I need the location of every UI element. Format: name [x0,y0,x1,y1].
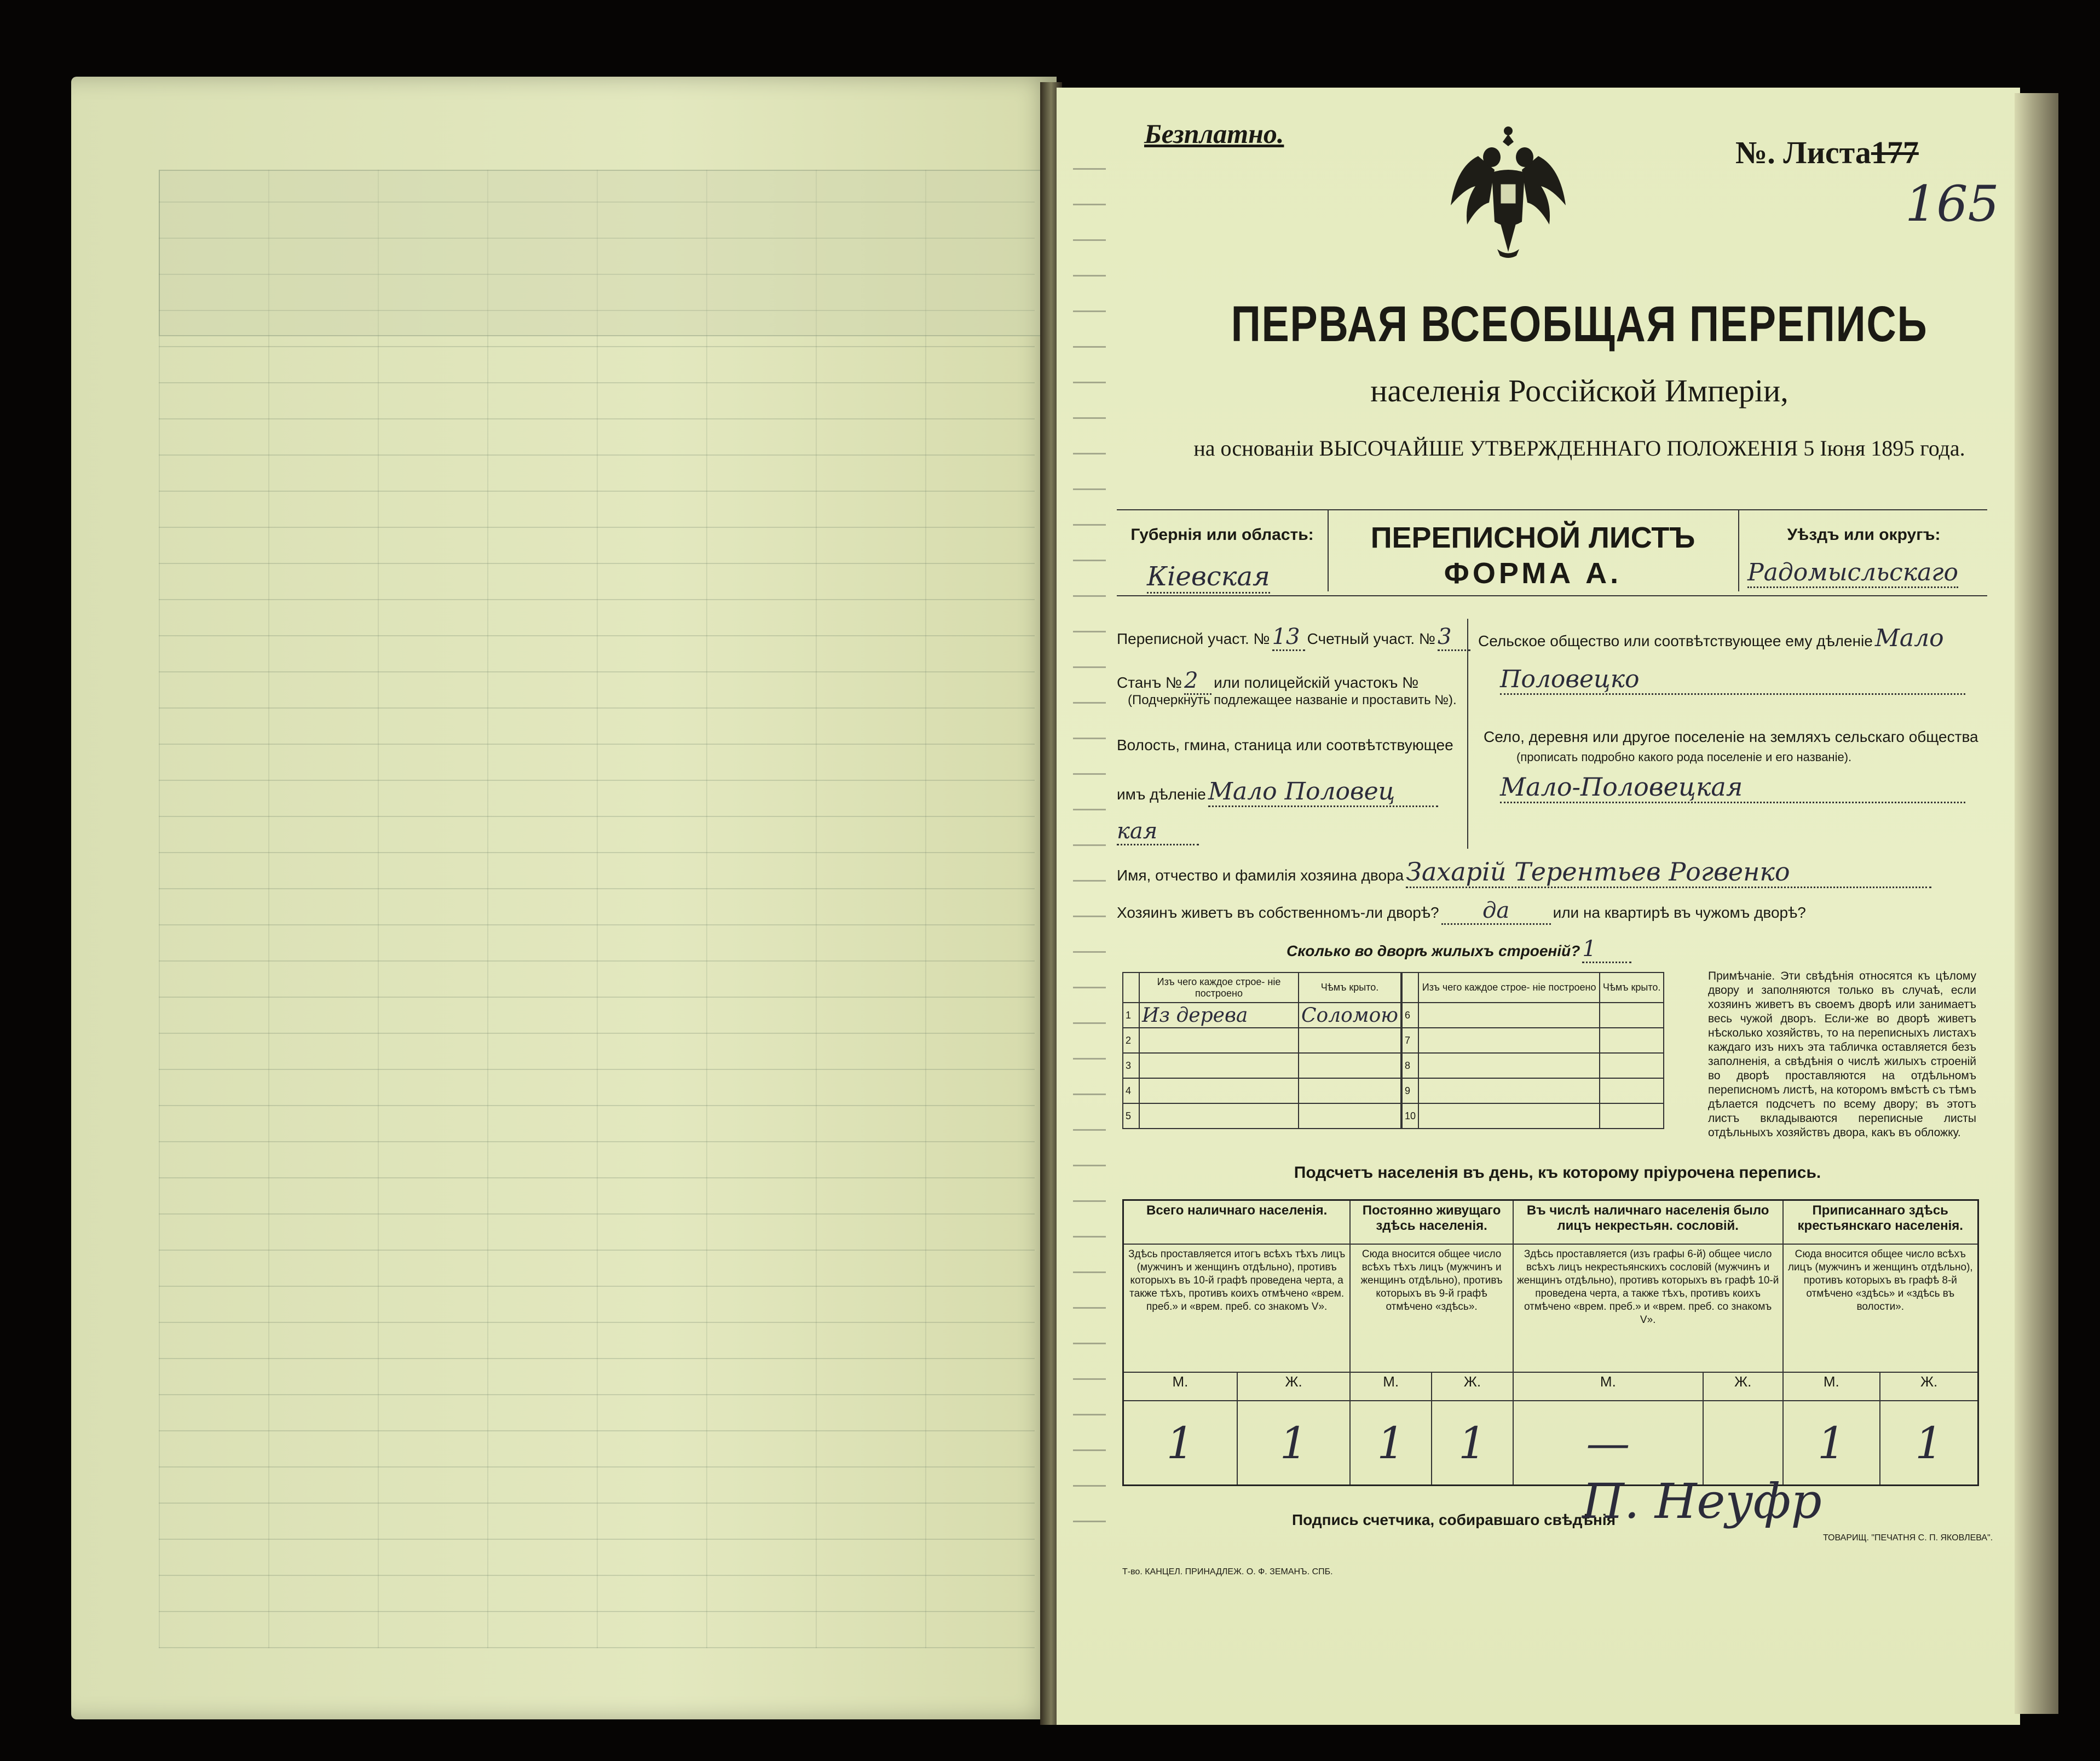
building-material: Из дерева [1139,1003,1299,1028]
owner-row [1117,857,1931,888]
police-label: или полицейскій участокъ № [1214,674,1419,691]
lives-suffix: или на квартирѣ въ чужомъ дворѣ? [1553,904,1806,921]
registered-female-count: 1 [1880,1401,1978,1486]
volost-value-row-2 [1117,819,1199,845]
lives-row [1117,898,1806,925]
society-value-1: Мало [1874,624,1944,652]
group-header-registered: Приписаннаго здѣсь крестьянскаго населенія. [1783,1200,1978,1245]
village-note: (прописать подробно какого рода поселеніе и его названіе). [1516,750,1852,764]
building-material [1418,1028,1600,1053]
page-stack-edge [2015,93,2058,1714]
male-label: М. [1123,1372,1237,1401]
stan-label: Станъ № [1117,674,1182,691]
building-row [1402,1028,1664,1053]
volost-value-2: кая [1117,819,1199,845]
census-section-row [1117,624,1470,651]
building-num: 3 [1123,1053,1139,1078]
form-title [1330,520,1735,591]
building-roof [1600,1053,1664,1078]
province-value: Кіевская [1147,561,1270,594]
group-header-permanent: Постоянно живущаго здѣсь населенія. [1350,1200,1513,1245]
sheet-number [1735,134,1919,171]
buildings-count-value: 1 [1582,936,1631,963]
owner-label: Имя, отчество и фамилія хозяина двора [1117,867,1404,884]
district-box [1738,509,1988,591]
building-roof [1600,1028,1664,1053]
owner-value: Захарій Терентьев Рогвенко [1406,857,1931,888]
building-num: 6 [1402,1003,1418,1028]
signature-label: Подпись счетчика, собиравшаго свѣдѣнія [1292,1511,1616,1528]
permanent-female-count: 1 [1432,1401,1513,1486]
village-value: Мало-Половецкая [1500,772,1965,803]
stan-row [1117,668,1418,695]
building-row [1123,1053,1401,1078]
stub-ruling [1073,153,1106,1522]
underline-note-text: (Подчеркнуть подлежащее названіе и проставить №). [1128,693,1457,707]
left-page [71,77,1057,1719]
imperial-eagle-emblem [1445,123,1571,260]
building-row [1402,1103,1664,1129]
building-material [1139,1078,1299,1103]
building-material [1139,1053,1299,1078]
volost-label-row [1117,736,1453,754]
row-number-header [1123,972,1139,1003]
building-material [1418,1103,1600,1129]
free-label: Безплатно. [1144,118,1284,149]
building-row [1402,1003,1664,1028]
present-female-count: 1 [1237,1401,1351,1486]
province-label: Губернія или область: [1130,526,1314,544]
stan-value: 2 [1184,668,1211,695]
female-label: Ж. [1432,1372,1513,1401]
building-roof [1600,1103,1664,1129]
male-label: М. [1783,1372,1880,1401]
building-num: 2 [1123,1028,1139,1053]
group-desc-present: Здѣсь проставляется итогъ всѣхъ тѣхъ лицъ (мужчинъ и женщинъ отдѣльно), противъ которыхъ въ 10-й графѣ проведена черта, а также тѣхъ, противъ коихъ отмѣчено «врем. преб.» и «врем. преб. со знакомъ V». [1123,1244,1351,1372]
building-roof [1299,1053,1401,1078]
society-row [1478,624,1944,652]
village-value-row [1500,772,1965,803]
society-label: Сельское общество или соотвѣтствующее ему дѣленіе [1478,632,1873,649]
district-label: Уѣздъ или округъ: [1787,526,1941,544]
column-divider [1467,619,1468,849]
permanent-male-count: 1 [1350,1401,1432,1486]
printer-imprint-left: Т-во. КАНЦЕЛ. ПРИНАДЛЕЖ. О. Ф. ЗЕМАНЪ. СПБ. [1122,1567,1333,1576]
group-desc-non-peasant: Здѣсь проставляется (изъ графы 6-й) общее число всѣхъ лицъ некрестьянскихъ сословій (мужчинъ и женщинъ отдѣльно), противъ которыхъ въ графѣ 10-й проведена черта, а также тѣхъ, противъ коихъ отмѣчено «врем. преб.» и «врем. преб. со знакомъ V». [1513,1244,1783,1372]
society-row-2 [1500,665,1965,695]
female-label: Ж. [1880,1372,1978,1401]
village-note-row [1516,750,1851,764]
volost-value-1: Мало Половец [1208,778,1438,807]
group-header-present: Всего наличнаго населенія. [1123,1200,1351,1245]
building-num: 7 [1402,1028,1418,1053]
building-num: 4 [1123,1078,1139,1103]
village-label: Село, деревня или другое поселеніе на земляхъ сельскаго общества [1484,728,1978,745]
building-num: 8 [1402,1053,1418,1078]
roof-header: Чѣмъ крыто. [1600,972,1664,1003]
volost-label-2: имъ дѣленіе [1117,786,1206,803]
building-row [1123,1003,1401,1028]
group-desc-registered: Сюда вносится общее число всѣхъ лицъ (мужчинъ и женщинъ отдѣльно), противъ которыхъ въ графѣ 8-й отмѣчено «здѣсь» и «здѣсь въ волости». [1783,1244,1978,1372]
building-row [1123,1028,1401,1053]
counting-section-value: 3 [1438,624,1470,651]
building-roof [1299,1078,1401,1103]
village-label-row [1484,728,1978,746]
ghost-table-grid [159,170,1035,1648]
building-material [1418,1053,1600,1078]
district-value: Радомысльскаго [1747,559,1958,588]
building-material [1418,1003,1600,1028]
buildings-count-row [1286,936,1631,963]
building-roof [1600,1003,1664,1028]
sheet-number-handwritten: 165 [1905,175,1999,233]
census-subtitle: населенія Россійской Имперіи, [1370,373,1789,408]
printer-imprint-right: ТОВАРИЩ. "ПЕЧАТНЯ С. П. ЯКОВЛЕВА". [1823,1533,1993,1543]
building-roof [1299,1028,1401,1053]
building-material [1139,1028,1299,1053]
province-box [1117,509,1329,591]
male-label: М. [1350,1372,1432,1401]
census-legal-basis: на основаніи ВЫСОЧАЙШЕ УТВЕРЖДЕННАГО ПОЛОЖЕНІЯ 5 Іюня 1895 года. [1193,436,1965,461]
material-header: Изъ чего каждое строе- ніе построено [1139,972,1299,1003]
present-male-count: 1 [1123,1401,1237,1486]
buildings-count-label: Сколько во дворѣ жилыхъ строеній? [1286,942,1580,959]
buildings-table-right [1401,972,1664,1129]
building-material [1418,1078,1600,1103]
buildings-table-left [1122,972,1401,1129]
female-label: Ж. [1703,1372,1783,1401]
ghost-table-header [159,170,1048,336]
population-table [1122,1199,1979,1486]
sheet-number-label: №. Листа [1735,135,1871,170]
roof-header: Чѣмъ крыто. [1299,972,1401,1003]
volost-label-1: Волость, гмина, станица или соотвѣтствующее [1117,736,1453,753]
form-letter: ФОРМА А. [1444,557,1622,590]
male-label: М. [1513,1372,1703,1401]
building-num: 5 [1123,1103,1139,1129]
building-roof [1600,1078,1664,1103]
group-desc-permanent: Сюда вносится общее число всѣхъ тѣхъ лицъ (мужчинъ и женщинъ отдѣльно), противъ которыхъ въ 9-й графѣ отмѣчено «здѣсь». [1350,1244,1513,1372]
society-value-2: Половецко [1500,665,1965,695]
building-row [1123,1103,1401,1129]
census-title: ПЕРВАЯ ВСЕОБЩАЯ ПЕРЕПИСЬ [1231,296,1928,352]
row-number-header [1402,972,1418,1003]
building-material [1139,1103,1299,1129]
buildings-note: Примѣчаніе. Эти свѣдѣнія относятся къ цѣлому двору и заполняются только въ случаѣ, если хозяинъ живетъ въ своемъ дворѣ или занимаетъ весь чужой дворъ. Если-же во дворѣ живетъ нѣсколько хозяйствъ, то на переписныхъ листахъ каждаго изъ нихъ эта табличка оставляется безъ заполненія, а свѣдѣнія о числѣ жилыхъ строеній во дворѣ проставляются на отдѣльномъ переписномъ листѣ, на которомъ вмѣстѣ съ тѣмъ дѣлается подсчетъ по всему двору; въ этотъ листъ вкладываются переписные листы отдѣльныхъ хозяйствъ двора, какъ въ обложку. [1708,970,1976,1139]
building-roof: Соломою [1299,1003,1401,1028]
counting-section-label: Счетный участ. № [1307,630,1436,647]
building-num: 10 [1402,1103,1418,1129]
building-num: 9 [1402,1078,1418,1103]
underline-note [1128,693,1457,708]
building-row [1123,1078,1401,1103]
form-name: ПЕРЕПИСНОЙ ЛИСТЪ [1370,521,1695,554]
building-row [1402,1053,1664,1078]
census-section-value: 13 [1272,624,1305,651]
sheet-number-printed: 177 [1871,135,1919,170]
volost-value-row [1117,778,1438,807]
building-row [1402,1078,1664,1103]
census-section-label: Переписной участ. № [1117,630,1270,647]
building-num: 1 [1123,1003,1139,1028]
group-header-non-peasant: Въ числѣ наличнаго населенія было лицъ некрестьян. сословій. [1513,1200,1783,1245]
lives-value: да [1441,898,1551,925]
female-label: Ж. [1237,1372,1351,1401]
enumerator-signature: П. Неуфр [1582,1473,1822,1529]
material-header: Изъ чего каждое строе- ніе построено [1418,972,1600,1003]
population-title: Подсчетъ населенія въ день, къ которому пріурочена перепись. [1294,1164,1821,1182]
lives-label: Хозяинъ живетъ въ собственномъ-ли дворѣ? [1117,904,1439,921]
non-peasant-male-count: — [1513,1401,1703,1486]
registered-male-count: 1 [1783,1401,1880,1486]
building-roof [1299,1103,1401,1129]
